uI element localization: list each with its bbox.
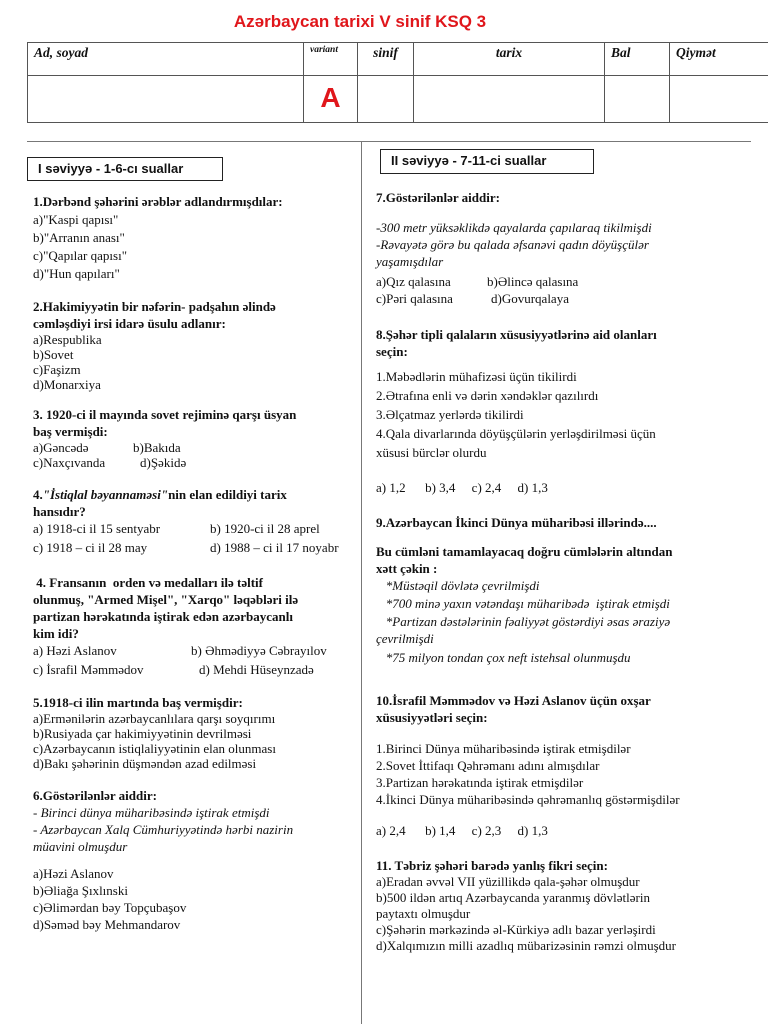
q7-left-fact-2: - Azərbaycan Xalq Cümhuriyyətində hərbi nazirin: [33, 822, 294, 837]
q8-statement-3: 3.Əlçatmaz yerlərdə tikilirdi: [376, 407, 524, 422]
name-header: Ad, soyad: [28, 43, 304, 76]
q8-statement-1: 1.Məbədlərin mühafizəsi üçün tikilirdi: [376, 369, 577, 384]
q3-option-b[interactable]: b)Bakıda: [133, 440, 181, 455]
question-5-line-4: kim idi?: [33, 626, 79, 641]
student-info-table: [27, 42, 768, 123]
q9-item-3[interactable]: *Partizan dəstələrinin fəaliyyət göstərdiyi əsas əraziyə: [376, 614, 671, 629]
question-9-sub-line-2: xətt çəkin :: [376, 561, 438, 576]
q4-number: 4.: [33, 487, 43, 502]
q1-option-a[interactable]: a)"Kaspi qapısı": [33, 212, 119, 227]
grade-header: Qiymət: [670, 43, 768, 76]
class-header: sinif: [358, 43, 414, 76]
q9-item-2[interactable]: *700 minə yaxın vətəndaşı müharibədə iştirak etmişdi: [376, 596, 670, 611]
question-5-line-3: partizan hərəkatında iştirak edən azərbaycanlı: [33, 609, 293, 624]
q6-option-a[interactable]: a)Ermənilərin azərbaycanlılara qarşı soyqırımı: [33, 711, 276, 726]
name-field[interactable]: [28, 76, 304, 123]
q6-option-d[interactable]: d)Bakı şəhərinin düşməndən azad edilməsi: [33, 756, 257, 771]
class-field[interactable]: [358, 76, 414, 123]
q10-statement-2: 2.Sovet İttifaqı Qəhrəmanı adını almışdılar: [376, 758, 600, 773]
grade-field[interactable]: [670, 76, 768, 123]
page-title: Azərbaycan tarixi V sinif KSQ 3: [233, 12, 487, 31]
q5-option-c[interactable]: c) İsrafil Məmmədov: [33, 662, 144, 677]
q9-item-3-cont: çevrilmişdi: [376, 631, 434, 646]
variant-value: A: [320, 82, 341, 113]
q4-rest: nin elan edildiyi tarix: [168, 487, 287, 502]
question-7: 7.Göstərilənlər aiddir:: [376, 190, 500, 205]
question-9-sub-line-1: Bu cümləni tamamlayacaq doğru cümlələrin altından: [376, 544, 673, 559]
date-field[interactable]: [414, 76, 605, 123]
q7-option-a[interactable]: a)Qız qalasına: [376, 274, 451, 289]
q4-option-a[interactable]: a) 1918-ci il 15 sentyabr: [33, 521, 161, 536]
variant-header: variant: [304, 43, 358, 76]
question-8-line-1: 8.Şəhər tipli qalaların xüsusiyyətlərinə aid olanları: [376, 327, 657, 342]
q2-option-b[interactable]: b)Sovet: [33, 347, 74, 362]
q11-option-d[interactable]: d)Xalqımızın milli azadlıq mübarizəsinin rəmzi olmuşdur: [376, 938, 677, 953]
q7-fact-3: yaşamışdılar: [376, 254, 444, 269]
right-column: [376, 189, 761, 954]
question-5-line-1: 4. Fransanın orden və medalları ilə təltif: [33, 575, 264, 590]
q4-italic: "İstiqlal bəyannaməsi": [42, 487, 169, 502]
question-10-line-1: 10.İsrafil Məmmədov və Həzi Aslanov üçün oxşar: [376, 693, 651, 708]
question-3-line-1: 3. 1920-ci il mayında sovet rejiminə qarşı üsyan: [33, 407, 297, 422]
question-4-line-2: hansıdır?: [33, 504, 86, 519]
q7-option-c[interactable]: c)Pəri qalasına: [376, 291, 453, 306]
q11-option-b[interactable]: b)500 ildən artıq Azərbaycanda yaranmış dövlətlərin: [376, 890, 650, 905]
q4-option-b[interactable]: b) 1920-ci il 28 aprel: [210, 521, 320, 536]
q11-option-c[interactable]: c)Şəhərin mərkəzində əl-Kürkiyə adlı bazar yerləşirdi: [376, 922, 656, 937]
q8-answer-options[interactable]: a) 1,2 b) 3,4 c) 2,4 d) 1,3: [376, 480, 548, 495]
q7-left-option-c[interactable]: c)Əlimərdan bəy Topçubaşov: [33, 900, 187, 915]
score-field[interactable]: [605, 76, 670, 123]
q9-item-4[interactable]: *75 milyon tondan çox neft istehsal olunmuşdu: [376, 650, 631, 665]
q7-left-fact-1: - Birinci dünya müharibəsində iştirak etmişdi: [33, 805, 270, 820]
q2-option-a[interactable]: a)Respublika: [33, 332, 102, 347]
q7-fact-2: -Rəvayətə görə bu qalada əfsanəvi qadın döyüşçülər: [376, 237, 649, 252]
question-4-line-1: [33, 486, 358, 503]
q10-statement-4: 4.İkinci Dünya müharibəsində qəhrəmanlıq göstərmişdilər: [376, 792, 680, 807]
q6-option-b[interactable]: b)Rusiyada çar hakimiyyətinin devrilməsi: [33, 726, 252, 741]
q7-left-fact-3: müavini olmuşdur: [33, 839, 128, 854]
q3-option-c[interactable]: c)Naxçıvanda: [33, 455, 106, 470]
question-2-line-2: cəmləşdiyi irsi idarə üsulu adlanır:: [33, 316, 226, 331]
variant-value-cell: [304, 76, 358, 123]
q2-option-d[interactable]: d)Monarxiya: [33, 377, 101, 392]
q6-option-c[interactable]: c)Azərbaycanın istiqlaliyyətinin elan olunması: [33, 741, 276, 756]
q8-statement-4: 4.Qala divarlarında döyüşçülərin yerləşdirilməsi üçün: [376, 426, 656, 441]
q8-statement-2: 2.Ətrafına enli və dərin xəndəklər qazılırdı: [376, 388, 599, 403]
question-6: 5.1918-ci ilin martında baş vermişdir:: [33, 695, 243, 710]
q8-statement-5: xüsusi bürclər olurdu: [376, 445, 487, 460]
section-label-level-1: I səviyyə - 1-6-cı suallar: [27, 157, 223, 181]
q11-option-b-cont: paytaxtı olmuşdur: [376, 906, 471, 921]
q4-option-d[interactable]: d) 1988 – ci il 17 noyabr: [210, 540, 339, 555]
q11-option-a[interactable]: a)Eradan əvvəl VII yüzillikdə qala-şəhər olmuşdur: [376, 874, 640, 889]
q7-option-d[interactable]: d)Govurqalaya: [491, 291, 569, 306]
q3-option-d[interactable]: d)Şəkidə: [140, 455, 187, 470]
section-label-level-2: II səviyyə - 7-11-ci suallar: [380, 149, 594, 174]
q10-statement-1: 1.Birinci Dünya müharibəsində iştirak etmişdilər: [376, 741, 631, 756]
question-8-line-2: seçin:: [376, 344, 408, 359]
question-10-line-2: xüsusiyyətləri seçin:: [376, 710, 488, 725]
question-11: 11. Təbriz şəhəri barədə yanlış fikri seçin:: [376, 858, 608, 873]
q7-left-option-b[interactable]: b)Əliağa Şıxlınski: [33, 883, 128, 898]
horizontal-divider: [27, 141, 751, 142]
q5-option-b[interactable]: b) Əhmədiyyə Cəbrayılov: [191, 643, 327, 658]
question-7-left: 6.Göstərilənlər aiddir:: [33, 788, 157, 803]
q1-option-b[interactable]: b)"Arranın anası": [33, 230, 125, 245]
question-1: 1.Dərbənd şəhərini ərəblər adlandırmışdılar:: [33, 194, 283, 209]
date-header: tarix: [414, 43, 605, 76]
q7-fact-1: -300 metr yüksəklikdə qayalarda çapılaraq tikilmişdi: [376, 220, 652, 235]
q2-option-c[interactable]: c)Faşizm: [33, 362, 81, 377]
question-3-line-2: baş vermişdi:: [33, 424, 108, 439]
question-9: 9.Azərbaycan İkinci Dünya müharibəsi illərində....: [376, 515, 657, 530]
question-2-line-1: 2.Hakimiyyətin bir nəfərin- padşahın əlində: [33, 299, 276, 314]
score-header: Bal: [605, 43, 670, 76]
q7-left-option-a[interactable]: a)Həzi Aslanov: [33, 866, 114, 881]
q10-statement-3: 3.Partizan hərəkatında iştirak etmişdilər: [376, 775, 584, 790]
q5-option-a[interactable]: a) Həzi Aslanov: [33, 643, 117, 658]
q7-left-option-d[interactable]: d)Səməd bəy Mehmandarov: [33, 917, 181, 932]
left-column: [33, 193, 358, 933]
q1-option-d[interactable]: d)"Hun qapıları": [33, 266, 120, 281]
q9-item-1[interactable]: *Müstəqil dövlətə çevrilmişdi: [376, 578, 540, 593]
q3-option-a[interactable]: a)Gəncədə: [33, 440, 89, 455]
q7-option-b[interactable]: b)Əlincə qalasına: [487, 274, 579, 289]
q10-answer-options[interactable]: a) 2,4 b) 1,4 c) 2,3 d) 1,3: [376, 823, 548, 838]
q1-option-c[interactable]: c)"Qapılar qapısı": [33, 248, 127, 263]
question-5-line-2: olunmuş, "Armed Mişel", "Xarqo" ləqəbləri ilə: [33, 592, 299, 607]
q4-option-c[interactable]: c) 1918 – ci il 28 may: [33, 540, 148, 555]
q5-option-d[interactable]: d) Mehdi Hüseynzadə: [199, 662, 314, 677]
column-divider: [361, 141, 362, 1024]
